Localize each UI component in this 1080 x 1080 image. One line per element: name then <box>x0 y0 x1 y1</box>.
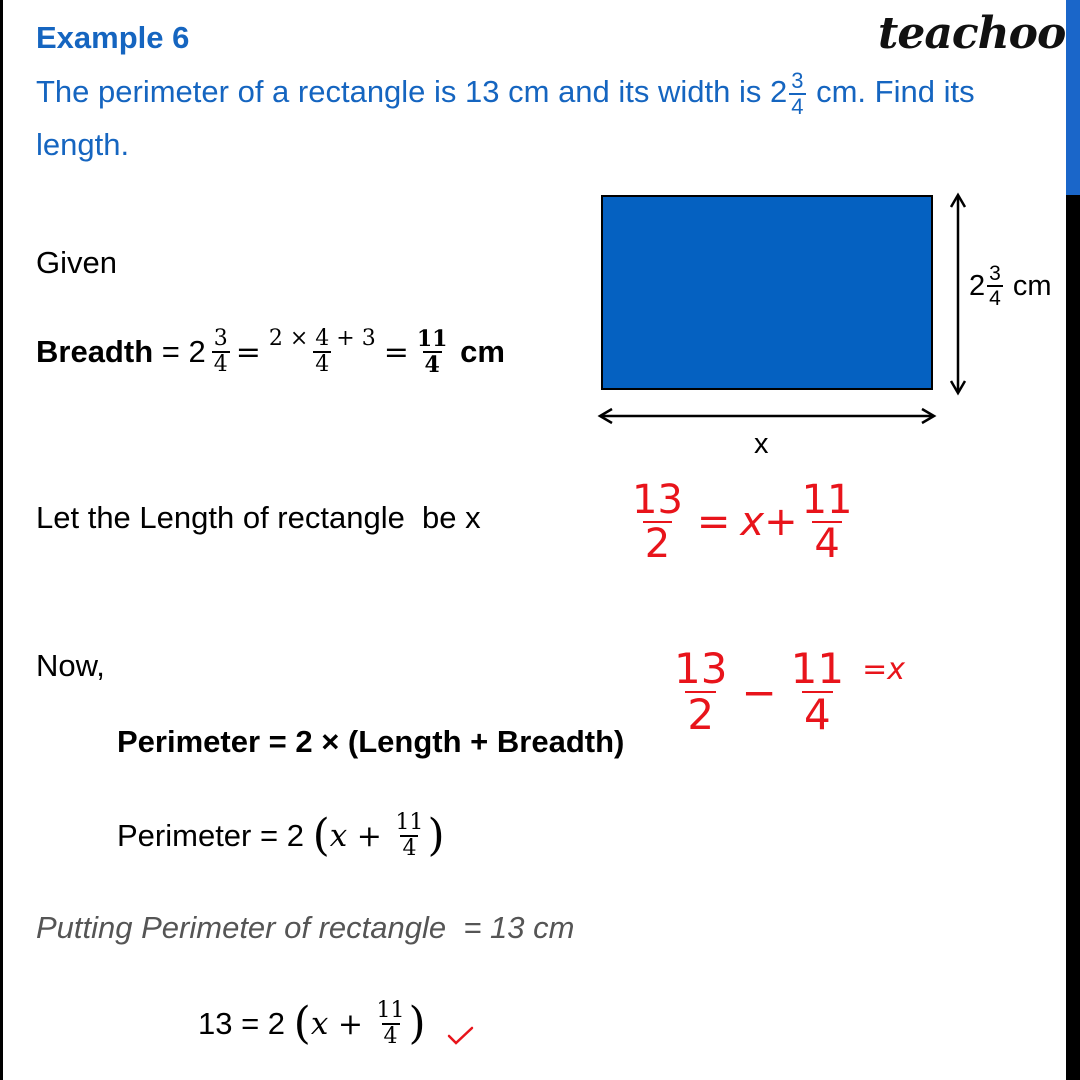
question-fraction <box>789 70 805 118</box>
hw1-num: 13 <box>632 477 683 523</box>
breadth-frac-1-num: 3 <box>213 326 228 351</box>
breadth-label: Breadth <box>36 334 154 369</box>
handwritten-equation-1 <box>628 477 857 567</box>
left-frame-border <box>0 0 3 1080</box>
blue-rectangle <box>602 196 932 389</box>
hw1-fraction-right <box>800 477 855 567</box>
hw1-den: 2 <box>644 521 671 567</box>
side-label-num: 3 <box>989 262 1001 285</box>
hw2-fraction-right <box>789 644 846 739</box>
let-length-text: Let the Length of rectangle be x <box>36 500 481 535</box>
right-paren: ) <box>427 810 445 861</box>
scroll-indicator[interactable] <box>1066 0 1080 195</box>
breadth-eq1: = 2 <box>153 334 206 369</box>
equation-frac-num: 11 <box>376 998 405 1023</box>
breadth-frac-3-num: 11 <box>416 326 448 352</box>
equation-prefix: 13 = 2 <box>198 1006 294 1041</box>
equation-frac-den: 4 <box>383 1024 398 1049</box>
teachoo-logo: teachoo <box>878 8 1066 59</box>
breadth-unit: cm <box>451 334 505 369</box>
perimeter-frac-num: 11 <box>395 810 424 835</box>
breadth-frac-3 <box>415 328 450 376</box>
breadth-frac-1-den: 4 <box>213 352 228 377</box>
breadth-eq3: = <box>383 334 409 370</box>
hw2-minus: − <box>741 667 777 717</box>
side-label-den: 4 <box>989 287 1001 310</box>
hw2-den: 2 <box>687 690 715 739</box>
question-frac-num: 3 <box>791 68 804 93</box>
equation-fraction <box>375 1000 407 1048</box>
now-text: Now, <box>36 648 105 683</box>
perimeter-plus: + <box>347 818 392 854</box>
side-label-unit: cm <box>1004 269 1052 302</box>
breadth-eq2: = <box>235 334 261 370</box>
checkmark-icon <box>446 1024 476 1048</box>
perimeter-expression <box>117 812 445 860</box>
equation-plus: + <box>328 1006 373 1042</box>
question-text-2: cm. Find its <box>807 74 975 110</box>
perimeter-frac-den: 4 <box>402 836 417 861</box>
eq-right-paren: ) <box>408 998 426 1049</box>
rectangle-figure <box>590 185 990 465</box>
equation-13 <box>198 1000 426 1048</box>
perimeter-var: x <box>329 818 348 854</box>
hw1-equals: = <box>696 499 731 545</box>
breadth-line <box>36 328 505 376</box>
bottom-label-x: x <box>754 428 769 460</box>
hw2-sden: 4 <box>804 690 831 739</box>
hw2-snum: 11 <box>790 644 845 693</box>
side-label-fraction <box>987 263 1003 309</box>
hw1-fraction-left <box>630 477 685 567</box>
breadth-frac-2-den: 4 <box>315 352 330 377</box>
hw2-rhs: =x <box>862 652 905 687</box>
hw2-num: 13 <box>674 644 728 693</box>
breadth-frac-2 <box>267 328 378 376</box>
equation-var: x <box>310 1006 329 1042</box>
hw1-rden: 4 <box>814 521 840 567</box>
hw1-rnum: 11 <box>801 477 853 523</box>
hw2-fraction-left <box>672 644 729 739</box>
question-line-2: length. <box>36 127 130 162</box>
perimeter-formula: Perimeter = 2 × (Length + Breadth) <box>117 724 625 759</box>
breadth-frac-1 <box>212 328 230 376</box>
side-label <box>969 263 1052 309</box>
side-label-whole: 2 <box>969 269 986 302</box>
putting-text: Putting Perimeter of rectangle = 13 cm <box>36 910 575 945</box>
example-title: Example 6 <box>36 20 190 55</box>
hw1-rhs: x+ <box>740 499 798 545</box>
left-paren: ( <box>312 810 330 861</box>
breadth-frac-3-den: 4 <box>424 352 440 378</box>
question-line-1 <box>36 70 975 118</box>
perimeter-fraction <box>393 812 425 860</box>
perimeter-prefix: Perimeter = 2 <box>117 818 313 853</box>
breadth-frac-2-num: 2 × 4 + 3 <box>268 326 376 351</box>
handwritten-equation-2 <box>670 644 905 739</box>
question-frac-den: 4 <box>791 94 804 119</box>
question-text-1: The perimeter of a rectangle is 13 cm and its width is 2 <box>36 74 788 110</box>
given-label: Given <box>36 245 117 280</box>
eq-left-paren: ( <box>293 998 311 1049</box>
